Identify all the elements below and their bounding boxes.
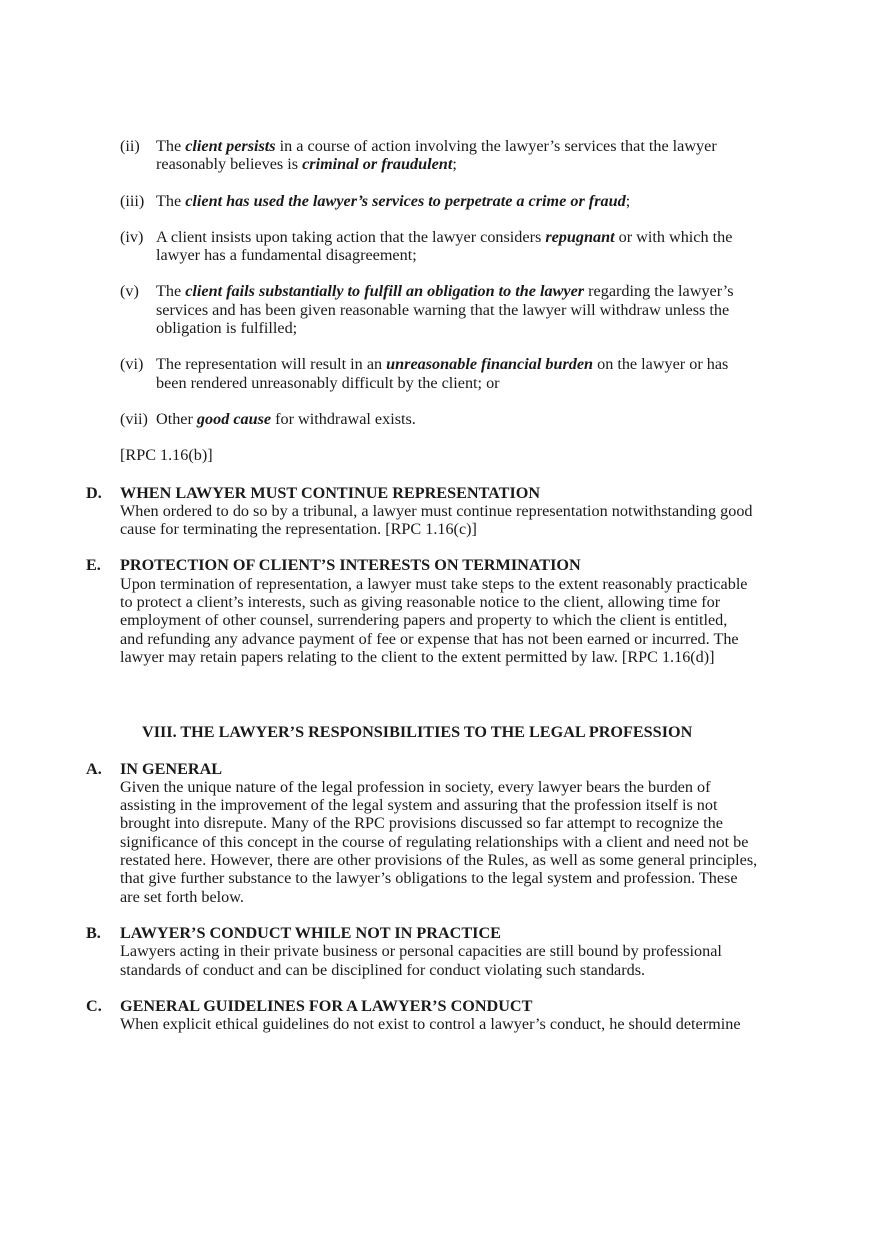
emphasized-text: client has used the lawyer’s services to perpetrate a crime or fraud bbox=[185, 191, 626, 210]
section-heading: GENERAL GUIDELINES FOR A LAWYER’S CONDUCT bbox=[120, 996, 533, 1015]
text-line bbox=[156, 155, 880, 173]
text-segment: regarding the lawyer’s bbox=[584, 282, 734, 301]
emphasized-text: good cause bbox=[196, 409, 272, 428]
text-segment: services and has been given reasonable warning that the lawyer will withdraw unless the bbox=[156, 300, 730, 319]
text-line bbox=[156, 228, 880, 246]
text-segment: reasonably believes is bbox=[156, 155, 303, 174]
emphasized-text: client fails substantially to fulfill an obligation to the lawyer bbox=[185, 282, 585, 301]
emphasized-text: repugnant bbox=[545, 227, 615, 246]
text-line: lawyer may retain papers relating to the client to the extent permitted by law. [RPC 1.16(d)] bbox=[120, 647, 715, 666]
section-heading: IN GENERAL bbox=[120, 759, 223, 778]
text-line: When explicit ethical guidelines do not exist to control a lawyer’s conduct, he should determine bbox=[120, 1015, 741, 1034]
section bbox=[86, 923, 880, 979]
section bbox=[86, 759, 880, 906]
section-label: D. bbox=[86, 483, 102, 502]
text-line: Given the unique nature of the legal profession in society, every lawyer bears the burden of bbox=[120, 777, 711, 796]
text-line: Upon termination of representation, a lawyer must take steps to the extent reasonably practicable bbox=[120, 574, 748, 593]
item-label: (vi) bbox=[120, 355, 144, 374]
text-line: and refunding any advance payment of fee or expense that has not been earned or incurred. The bbox=[120, 629, 739, 648]
text-line bbox=[156, 410, 880, 428]
text-line: significance of this concept in the course of regulating relationships with a client and need not be bbox=[120, 832, 749, 851]
text-segment: The representation will result in an bbox=[156, 355, 387, 374]
section-heading: LAWYER’S CONDUCT WHILE NOT IN PRACTICE bbox=[120, 923, 501, 942]
text-line: employment of other counsel, surrendering papers and property to which the client is entitled, bbox=[120, 611, 728, 630]
section-heading: PROTECTION OF CLIENT’S INTERESTS ON TERMINATION bbox=[120, 556, 581, 575]
text-line: restated here. However, there are other provisions of the Rules, as well as some general principles, bbox=[120, 851, 758, 870]
text-segment: obligation is fulfilled; bbox=[156, 319, 298, 338]
text-line bbox=[156, 282, 880, 300]
text-segment: The bbox=[156, 191, 186, 210]
section-label: B. bbox=[86, 923, 101, 942]
item-label: (iv) bbox=[120, 227, 144, 246]
section bbox=[86, 556, 880, 666]
sections-part-2 bbox=[0, 760, 880, 1034]
text-segment: been rendered unreasonably difficult by the client; or bbox=[156, 373, 500, 392]
text-line: that give further substance to the lawyer’s obligations to the legal system and profession. These bbox=[120, 869, 738, 888]
section bbox=[86, 996, 880, 1034]
item-label: (vii) bbox=[120, 409, 148, 428]
text-line bbox=[156, 192, 880, 210]
text-line bbox=[156, 355, 880, 373]
emphasized-text: client persists bbox=[185, 137, 276, 155]
text-line bbox=[156, 374, 880, 392]
item-label: (ii) bbox=[120, 137, 140, 155]
item-label: (iii) bbox=[120, 191, 145, 210]
list-item bbox=[120, 355, 880, 392]
text-line bbox=[156, 137, 880, 155]
text-line bbox=[156, 319, 880, 337]
section-heading: WHEN LAWYER MUST CONTINUE REPRESENTATION bbox=[120, 483, 541, 502]
section-label: C. bbox=[86, 996, 102, 1015]
list-item bbox=[120, 282, 880, 338]
rpc-citation: [RPC 1.16(b)] bbox=[120, 446, 213, 465]
text-line: assisting in the improvement of the legal system and assuring that the profession itself is not bbox=[120, 796, 718, 815]
emphasized-text: criminal or fraudulent bbox=[302, 155, 453, 174]
text-line: Lawyers acting in their private business or personal capacities are still bound by professional bbox=[120, 942, 722, 961]
text-segment: ; bbox=[625, 191, 631, 210]
item-label: (v) bbox=[120, 282, 139, 301]
text-line: cause for terminating the representation. [RPC 1.16(c)] bbox=[120, 520, 477, 539]
section-label: A. bbox=[86, 759, 102, 778]
text-segment: Other bbox=[156, 409, 197, 428]
text-segment: The bbox=[156, 282, 186, 301]
list-item bbox=[120, 191, 880, 210]
emphasized-text: unreasonable financial burden bbox=[386, 355, 594, 374]
text-segment: A client insists upon taking action that the lawyer considers bbox=[156, 227, 546, 246]
list-item bbox=[120, 227, 880, 265]
text-line: standards of conduct and can be disciplined for conduct violating such standards. bbox=[120, 960, 646, 979]
text-line: are set forth below. bbox=[120, 887, 244, 906]
document-page bbox=[0, 137, 880, 1051]
text-segment: or with which the bbox=[614, 227, 733, 246]
text-segment: in a course of action involving the lawyer’s services that the lawyer bbox=[275, 137, 717, 155]
list-item bbox=[120, 137, 880, 174]
text-line: brought into disrepute. Many of the RPC provisions discussed so far attempt to recognize the bbox=[120, 814, 723, 833]
list-item bbox=[120, 409, 880, 428]
text-segment: for withdrawal exists. bbox=[271, 409, 416, 428]
text-segment: on the lawyer or has bbox=[593, 355, 729, 374]
text-line: When ordered to do so by a tribunal, a lawyer must continue representation notwithstanding good bbox=[120, 501, 753, 520]
text-segment: lawyer has a fundamental disagreement; bbox=[156, 246, 417, 265]
text-segment: The bbox=[156, 137, 186, 155]
withdrawal-grounds-list bbox=[0, 137, 880, 428]
text-line bbox=[156, 301, 880, 319]
section bbox=[86, 483, 880, 539]
chapter-title: VIII. THE LAWYER’S RESPONSIBILITIES TO THE LEGAL PROFESSION bbox=[142, 723, 693, 742]
text-line: to protect a client’s interests, such as giving reasonable notice to the client, allowing time for bbox=[120, 593, 721, 612]
text-line bbox=[156, 246, 880, 264]
section-label: E. bbox=[86, 556, 101, 575]
sections-part-1 bbox=[0, 484, 880, 667]
text-segment: ; bbox=[452, 155, 457, 174]
